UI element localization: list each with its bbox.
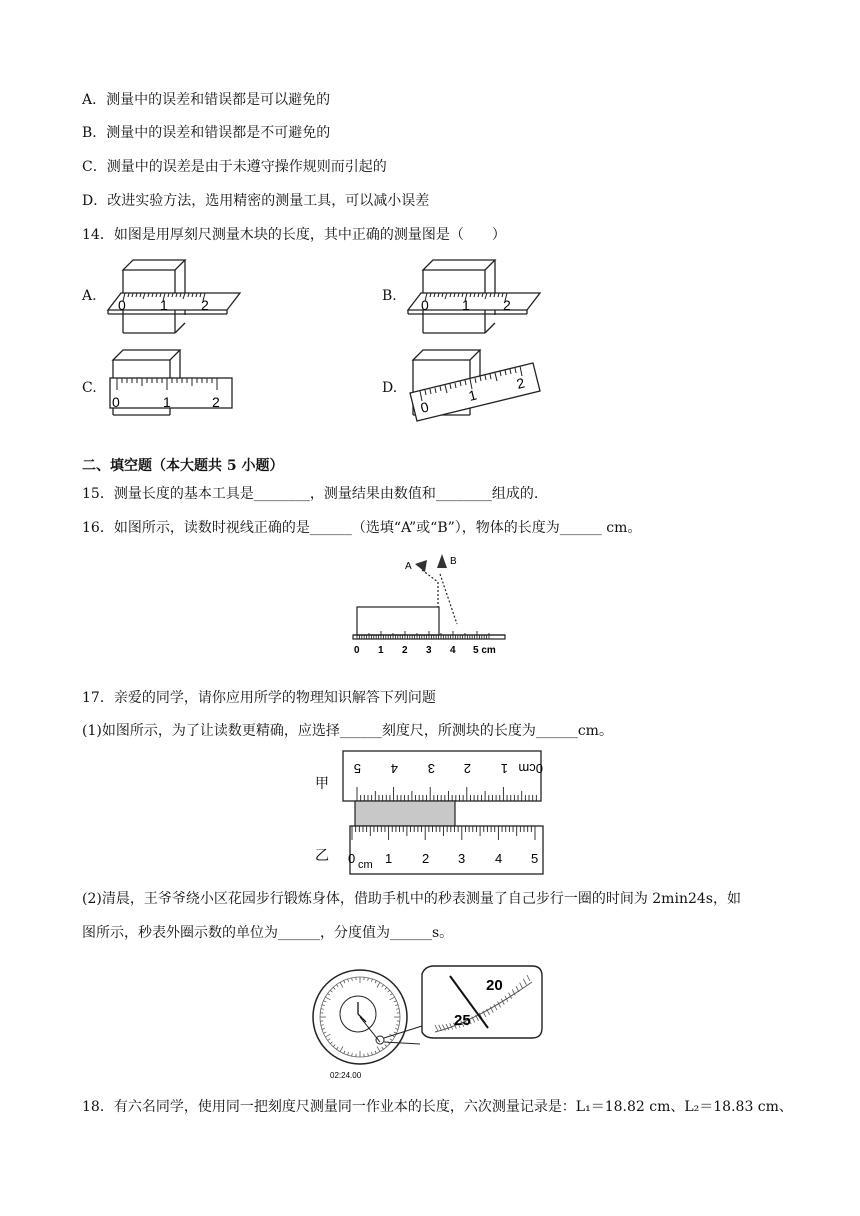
eye-b-label: B (450, 556, 457, 567)
ruler-tick-4: 4 (450, 645, 456, 656)
yi-unit: cm (358, 859, 373, 871)
q17-ruler-figure (305, 748, 545, 878)
yi-tick-0: 0 (348, 851, 356, 866)
ruler-tick-5: 5 cm (473, 645, 496, 656)
yi-tick-3: 3 (458, 851, 466, 866)
stopwatch-figure (310, 962, 550, 1082)
q13-option-c: C．测量中的误差是由于未遵守操作规则而引起的 (82, 159, 387, 175)
tick-label-2: 2 (514, 374, 527, 392)
ruler-yi-label: 乙 (315, 847, 329, 863)
q17-part1: (1)如图所示，为了让读数更精确，应选择______刻度尺，所测块的长度为______cm。 (82, 723, 613, 739)
q14-label-c: C. (82, 380, 97, 396)
jia-tick-5: 5 (353, 761, 361, 776)
q13-option-b: B．测量中的误差和错误都是不可避免的 (82, 125, 331, 141)
q14-label-a: A. (82, 288, 97, 304)
q17-stem: 17．亲爱的同学，请你应用所学的物理知识解答下列问题 (82, 690, 436, 706)
q14-label-d: D. (382, 380, 398, 396)
ruler-tick-1: 1 (378, 645, 384, 656)
zoom-label-20: 20 (486, 977, 503, 994)
yi-tick-1: 1 (385, 851, 393, 866)
stopwatch-readout: 02:24.00 (330, 1071, 362, 1080)
tick-label-0: 0 (421, 297, 429, 313)
q17-part2-line1: (2)清晨，王爷爷绕小区花园步行锻炼身体，借助手机中的秒表测量了自己步行一圈的时间为 2min24s，如 (82, 891, 741, 907)
jia-tick-0cm: 0cm (518, 761, 543, 776)
zoom-label-25: 25 (454, 1012, 471, 1029)
q14-label-b: B. (382, 288, 397, 304)
tick-label-1: 1 (466, 386, 479, 404)
tick-label-2: 2 (503, 297, 511, 313)
ruler-jia-label: 甲 (315, 775, 329, 791)
tick-label-0: 0 (112, 394, 120, 410)
q15-text: 15．测量长度的基本工具是________，测量结果由数值和________组成的. (82, 486, 539, 502)
tick-label-1: 1 (163, 394, 171, 410)
tick-label-1: 1 (160, 297, 168, 313)
q14-figure-c (105, 345, 245, 425)
q13-option-d: D．改进实验方法，选用精密的测量工具，可以减小误差 (82, 193, 430, 209)
ruler-tick-2: 2 (402, 645, 408, 656)
tick-label-0: 0 (118, 297, 126, 313)
ruler-tick-0: 0 (354, 645, 360, 656)
jia-tick-2: 2 (463, 761, 471, 776)
tick-label-1: 1 (462, 297, 470, 313)
yi-tick-5: 5 (531, 851, 539, 866)
q14-stem: 14．如图是用厚刻尺测量木块的长度，其中正确的测量图是（ ） (82, 227, 506, 243)
q13-option-a: A．测量中的误差和错误都是可以避免的 (82, 92, 331, 108)
tick-label-0: 0 (418, 398, 431, 416)
q14-figure-d (405, 345, 550, 425)
yi-tick-2: 2 (422, 851, 430, 866)
q17-part2-line2: 图所示，秒表外圈示数的单位为______，分度值为______s。 (82, 925, 454, 941)
jia-tick-1: 1 (500, 761, 508, 776)
q16-figure (345, 552, 515, 667)
tick-label-2: 2 (212, 394, 220, 410)
section-title: 二、填空题（本大题共 5 小题） (82, 458, 284, 474)
q16-text: 16．如图所示，读数时视线正确的是______（选填“A”或“B”），物体的长度为______ cm。 (82, 520, 642, 536)
yi-tick-4: 4 (495, 851, 503, 866)
eye-a-label: A (405, 561, 412, 572)
jia-tick-4: 4 (390, 761, 398, 776)
q18-text: 18．有六名同学，使用同一把刻度尺测量同一作业本的长度，六次测量记录是：L₁＝18.82 cm、L₂＝18.83 cm、 (82, 1099, 793, 1115)
q14-figure-a (105, 255, 245, 335)
q14-figure-b (405, 255, 545, 335)
jia-tick-3: 3 (427, 761, 435, 776)
ruler-tick-3: 3 (426, 645, 432, 656)
tick-label-2: 2 (201, 297, 209, 313)
